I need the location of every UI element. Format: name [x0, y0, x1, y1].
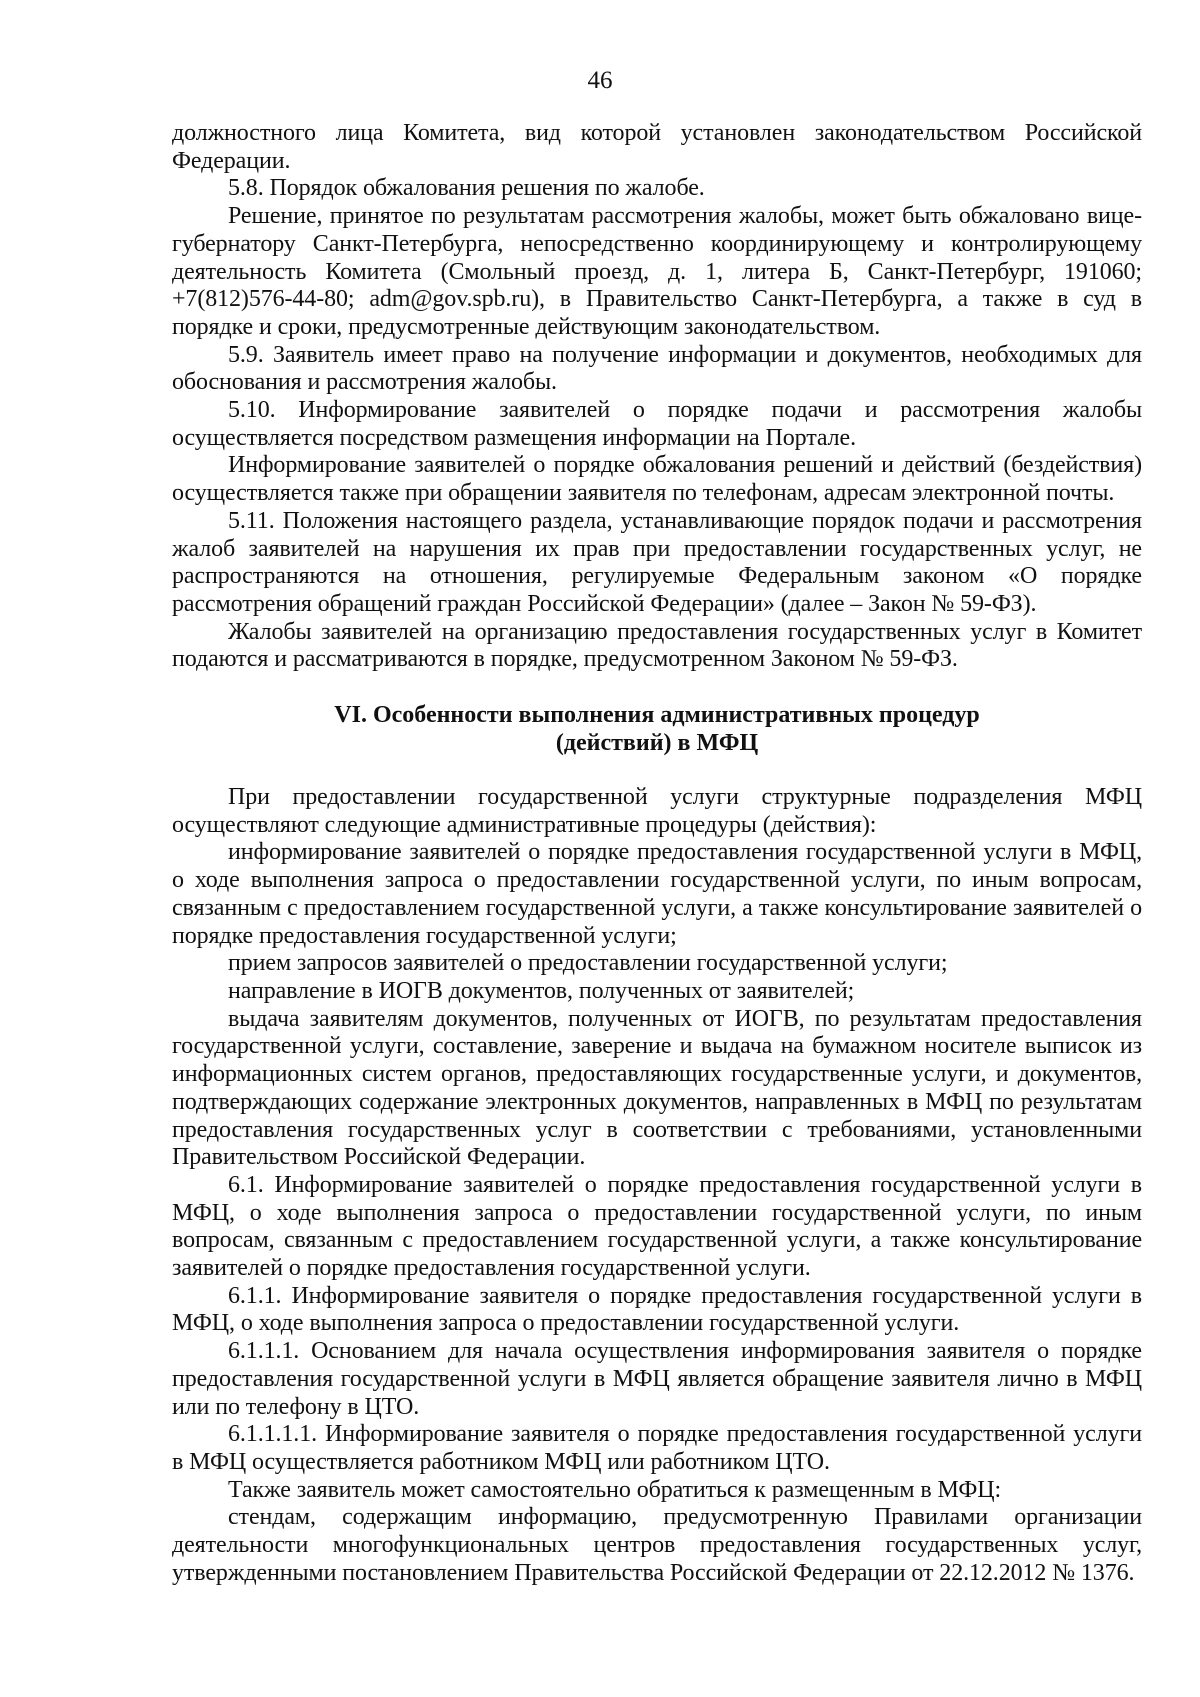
paragraph: выдача заявителям документов, полученных от ИОГВ, по результатам предоставления государственной услуги, составление, заверение и выдача на бумажном носителе выписок из информационных систем органов, предоставляющих государственные услуги, и документов, подтверждающих содержание электронных документов, направленных в МФЦ по результатам предоставления государственных услуг в соответствии с требованиями, установленными Правительством Российской Федерации. [172, 1005, 1142, 1171]
paragraph: 6.1. Информирование заявителей о порядке предоставления государственной услуги в МФЦ, о ходе выполнения запроса о предоставлении государственной услуги, по иным вопросам, связанным с предоставлением государственной услуги, а также консультирование заявителей о порядке предоставления государственной услуги. [172, 1171, 1142, 1282]
paragraph: 5.10. Информирование заявителей о порядке подачи и рассмотрения жалобы осуществляется посредством размещения информации на Портале. [172, 397, 1142, 451]
paragraph: 5.9. Заявитель имеет право на получение информации и документов, необходимых для обоснования и рассмотрения жалобы. [172, 341, 1142, 396]
paragraph: информирование заявителей о порядке предоставления государственной услуги в МФЦ, о ходе выполнения запроса о предоставлении государственной услуги, по иным вопросам, связанным с предоставлением государственной услуги, а также консультирование заявителей о порядке предоставления государственной услуги; [172, 839, 1142, 949]
paragraph: 6.1.1.1.1. Информирование заявителя о порядке предоставления государственной услуги в МФЦ осуществляется работником МФЦ или работником ЦТО. [172, 1421, 1142, 1475]
paragraph: При предоставлении государственной услуги структурные подразделения МФЦ осуществляют следующие административные процедуры (действия): [172, 784, 1142, 838]
paragraph: прием запросов заявителей о предоставлении государственной услуги; [228, 950, 948, 977]
paragraph: Также заявитель может самостоятельно обратиться к размещенным в МФЦ: [228, 1476, 1002, 1503]
page-number: 46 [587, 67, 613, 94]
section-heading-line-1: VI. Особенности выполнения административных процедур [334, 702, 980, 729]
paragraph: 5.8. Порядок обжалования решения по жалобе. [228, 175, 705, 202]
paragraph: Жалобы заявителей на организацию предоставления государственных услуг в Комитет подаются и рассматриваются в порядке, предусмотренном Законом № 59-ФЗ. [172, 618, 1142, 673]
paragraph: направление в ИОГВ документов, полученных от заявителей; [228, 977, 855, 1004]
section-heading [172, 701, 1142, 757]
paragraph: Решение, принятое по результатам рассмотрения жалобы, может быть обжаловано вице-губернатору Санкт-Петербурга, непосредственно координирующему и контролирующему деятельность Комитета (Смольный проезд, д. 1, литера Б, Санкт-Петербург, 191060; +7(812)576-44-80; adm@gov.spb.ru), в Правительство Санкт-Петербурга, а также в суд в порядке и сроки, предусмотренные действующим законодательством. [172, 203, 1142, 340]
paragraph: должностного лица Комитета, вид которой установлен законодательством Российской Федерации. [172, 120, 1142, 174]
section-heading-line-2: (действий) в МФЦ [555, 730, 759, 757]
paragraph: 5.11. Положения настоящего раздела, устанавливающие порядок подачи и рассмотрения жалоб заявителей на нарушения их прав при предоставлении государственных услуг, не распространяются на отношения, регулируемые Федеральным законом «О порядке рассмотрения обращений граждан Российской Федерации» (далее – Закон № 59-ФЗ). [172, 507, 1142, 617]
section-six-content [172, 784, 1142, 1587]
document-body [172, 120, 1142, 1587]
paragraph: 6.1.1.1. Основанием для начала осуществления информирования заявителя о порядке предоставления государственной услуги в МФЦ является обращение заявителя лично в МФЦ или по телефону в ЦТО. [172, 1338, 1142, 1420]
paragraph: 6.1.1. Информирование заявителя о порядке предоставления государственной услуги в МФЦ, о ходе выполнения запроса о предоставлении государственной услуги. [172, 1282, 1142, 1337]
paragraph: стендам, содержащим информацию, предусмотренную Правилами организации деятельности многофункциональных центров предоставления государственных услуг, утвержденными постановлением Правительства Российской Федерации от 22.12.2012 № 1376. [172, 1504, 1142, 1586]
section-five-continuation [172, 120, 1142, 674]
paragraph: Информирование заявителей о порядке обжалования решений и действий (бездействия) осуществляется также при обращении заявителя по телефонам, адресам электронной почты. [172, 452, 1142, 507]
